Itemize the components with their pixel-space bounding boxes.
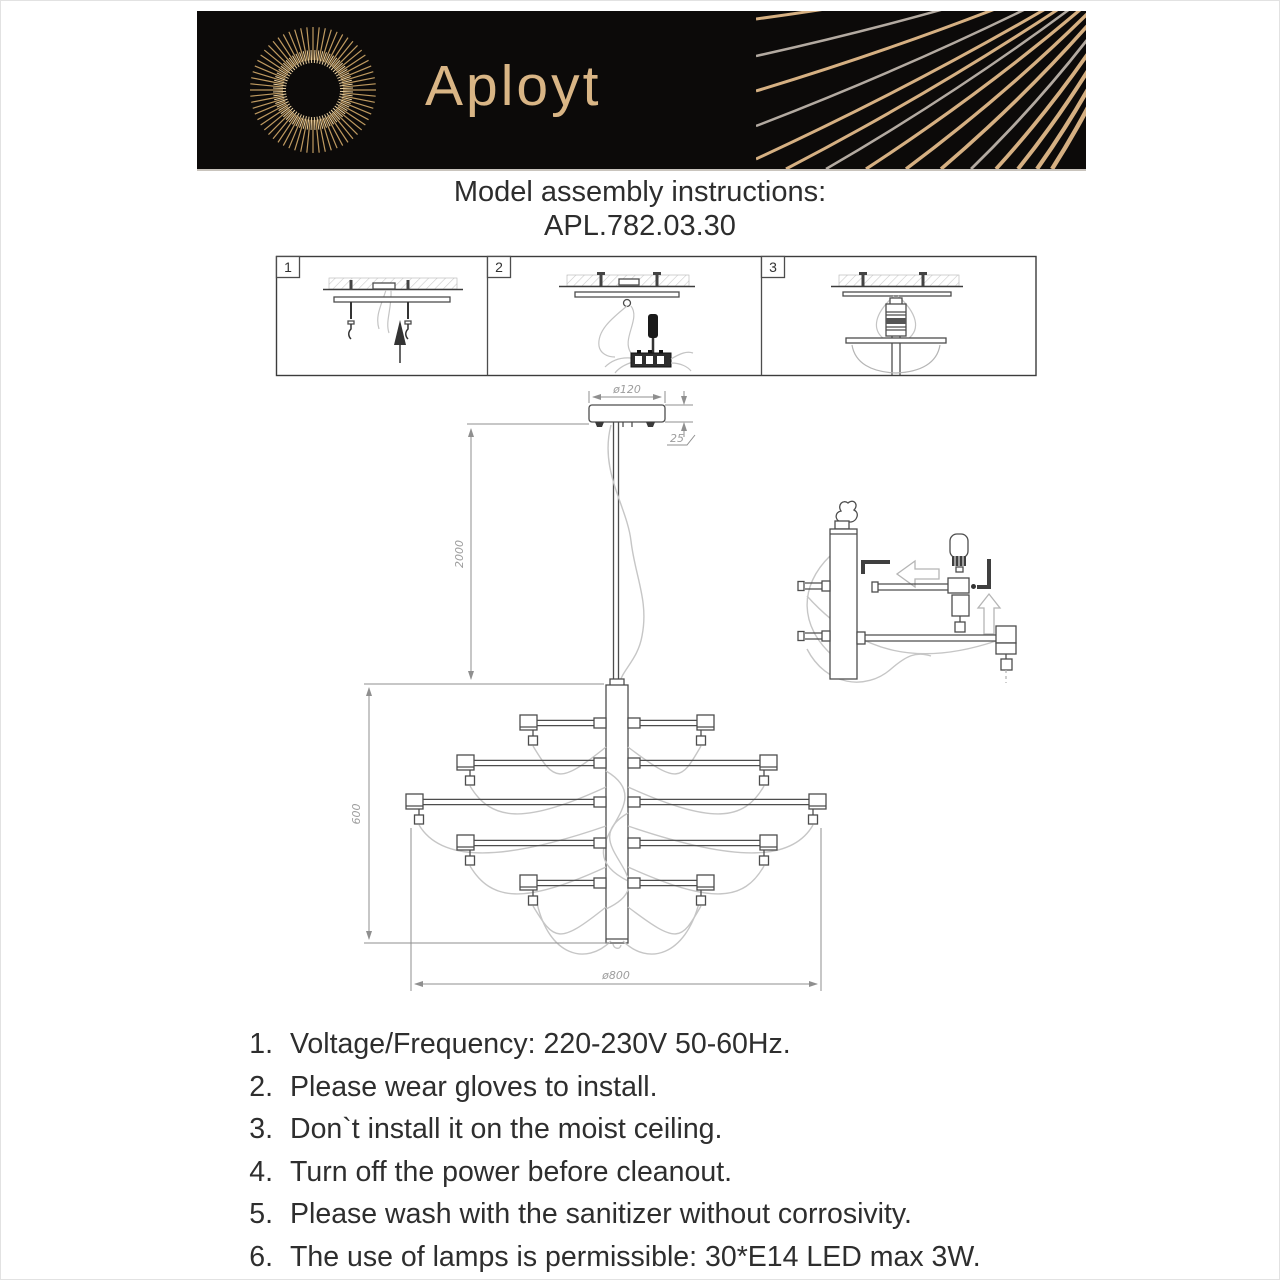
dimension-body-height — [350, 684, 609, 943]
brand-header — [197, 11, 1086, 171]
instruction-number: 2. — [249, 1070, 273, 1103]
dimension-suspension-length — [453, 424, 589, 679]
dimension-label-canopy-diameter: ø120 — [613, 383, 641, 396]
dimension-label-canopy-height: 25 — [670, 432, 684, 445]
brand-wordmark: Aployt — [425, 54, 602, 118]
instruction-number: 5. — [249, 1198, 273, 1230]
instruction-text: Voltage/Frequency: 220-230V 50-60Hz. — [290, 1028, 791, 1060]
instruction-item — [229, 1151, 981, 1194]
assembly-detail-inset — [798, 501, 1016, 683]
page-title-block — [1, 175, 1279, 243]
instruction-number: 3. — [249, 1113, 273, 1145]
dimension-canopy-height — [665, 391, 695, 445]
model-number: APL.782.03.30 — [544, 210, 736, 242]
detail-bottom-arm — [857, 626, 1016, 683]
instruction-text: The use of lamps is permissible: 30*E14 LED max 3W. — [290, 1240, 981, 1273]
instructions-list — [229, 1023, 981, 1278]
dimension-canopy-diameter — [589, 383, 665, 403]
instruction-item — [229, 1236, 981, 1279]
instruction-number: 4. — [249, 1155, 273, 1188]
step-number-1: 1 — [284, 259, 292, 275]
insert-direction-arrow-icon — [897, 561, 939, 587]
instruction-text: Please wear gloves to install. — [290, 1070, 658, 1103]
instruction-number: 6. — [249, 1240, 273, 1273]
corner-rays-icon — [756, 11, 1086, 169]
lamp-socket — [950, 534, 968, 572]
instruction-text: Don`t install it on the moist ceiling. — [290, 1113, 723, 1145]
canopy-drawing — [589, 405, 665, 427]
instruction-item — [229, 1193, 981, 1236]
allen-key-icon — [863, 562, 890, 574]
instruction-text: Please wash with the sanitizer without corrosivity. — [290, 1198, 912, 1230]
dimension-label-suspension-length: 2000 — [453, 540, 466, 568]
instruction-item — [229, 1023, 981, 1066]
step-number-2: 2 — [495, 259, 503, 275]
technical-drawing — [281, 381, 1061, 1021]
suspension-rod — [608, 422, 644, 684]
assembly-steps-figure — [271, 251, 1043, 381]
instruction-text: Turn off the power before cleanout. — [290, 1155, 733, 1188]
dimension-label-body-diameter: ø800 — [602, 969, 630, 982]
instruction-item — [229, 1108, 981, 1151]
step-number-3: 3 — [769, 259, 777, 275]
instruction-item — [229, 1066, 981, 1109]
instruction-number: 1. — [249, 1028, 273, 1060]
aployt-logo-starburst-icon — [221, 11, 411, 169]
page-title: Model assembly instructions: — [453, 176, 827, 208]
dimension-label-body-height: 600 — [350, 803, 363, 825]
